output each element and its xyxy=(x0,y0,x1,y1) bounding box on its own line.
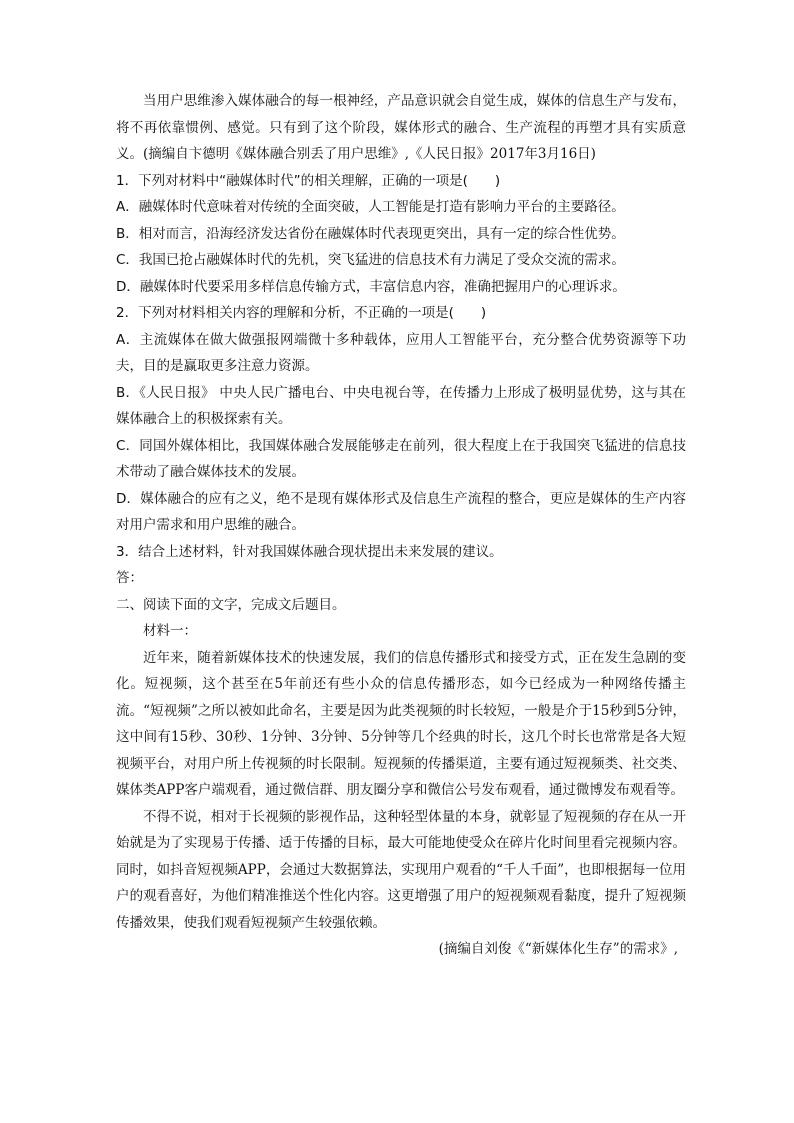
question-2-option-c: C．同国外媒体相比，我国媒体融合发展能够走在前列，很大程度上在于我国突飞猛进的信息技术带动了融合媒体技术的发展。 xyxy=(116,437,686,480)
section-2-heading: 二、阅读下面的文字，完成文后题目。 xyxy=(116,596,346,613)
paragraph-material-end: 当用户思维渗入媒体融合的每一根神经，产品意识就会自觉生成，媒体的信息生产与发布，将不再依靠惯例、感觉。只有到了这个阶段，媒体形式的融合、生产流程的再塑才具有实质意义。(摘编自卞德明《媒体融合别丢了用户思维》,《人民日报》2017年3月16日) xyxy=(116,93,686,162)
question-2-option-a: A．主流媒体在做大做强报网端微十多种载体，应用人工智能平台，充分整合优势资源等下功夫，目的是赢取更多注意力资源。 xyxy=(116,331,686,374)
question-1-option-c: C．我国已抢占融媒体时代的先机，突飞猛进的信息技术有力满足了受众交流的需求。 xyxy=(116,252,625,268)
answer-label: 答： xyxy=(116,570,143,586)
material-1-paragraph-1: 近年来，随着新媒体技术的快速发展，我们的信息传播形式和接受方式，正在发生急剧的变化。短视频，这个甚至在5年前还有些小众的信息传播形态，如今已经成为一种网络传播主流。“短视频”之所以被如此命名，主要是因为此类视频的时长较短，一般是介于15秒到5分钟，这中间有15秒、30秒、1分钟、3分钟、5分钟等几个经典的时长，这几个时长也常常是各大短视频平台，对用户所上传视频的时长限制。短视频的传播渠道，主要有通过短视频类、社交类、媒体类APP客户端观看，通过微信群、朋友圈分享和微信公号发布观看，通过微博发布观看等。 xyxy=(116,649,686,798)
question-1-stem: 1．下列对材料中“融媒体时代”的相关理解，正确的一项是( ) xyxy=(116,172,501,189)
question-1-option-a: A．融媒体时代意味着对传统的全面突破，人工智能是打造有影响力平台的主要路径。 xyxy=(116,199,625,215)
question-2-option-b: B．《人民日报》 中央人民广播电台、中央电视台等，在传播力上形成了极明显优势，这与其在媒体融合上的积极探索有关。 xyxy=(116,384,686,427)
document-page xyxy=(116,88,686,963)
question-1-option-d: D．融媒体时代要采用多样信息传输方式，丰富信息内容，准确把握用户的心理诉求。 xyxy=(116,278,626,295)
question-3-stem: 3．结合上述材料，针对我国媒体融合现状提出未来发展的建议。 xyxy=(116,543,503,560)
material-1-source: (摘编自刘俊《“新媒体化生存”的需求》, xyxy=(438,941,678,957)
material-1-paragraph-2: 不得不说，相对于长视频的影视作品，这种轻型体量的本身，就彰显了短视频的存在从一开始就是为了实现易于传播、适于传播的目标，最大可能地使受众在碎片化时间里看完视频内容。同时，如抖音短视频APP，会通过大数据算法，实现用户观看的“千人千面”，也即根据每一位用户的观看喜好，为他们精准推送个性化内容。这更增强了用户的短视频观看黏度，提升了短视频传播效果，使我们观看短视频产生较强依赖。 xyxy=(116,808,686,931)
question-2-option-d: D．媒体融合的应有之义，绝不是现有媒体形式及信息生产流程的整合，更应是媒体的生产内容对用户需求和用户思维的融合。 xyxy=(116,490,686,533)
question-1-option-b: B．相对而言，沿海经济发达省份在融媒体时代表现更突出，具有一定的综合性优势。 xyxy=(116,225,625,242)
material-1-label: 材料一： xyxy=(143,623,197,639)
question-2-stem: 2．下列对材料相关内容的理解和分析，不正确的一项是( ) xyxy=(116,305,487,321)
